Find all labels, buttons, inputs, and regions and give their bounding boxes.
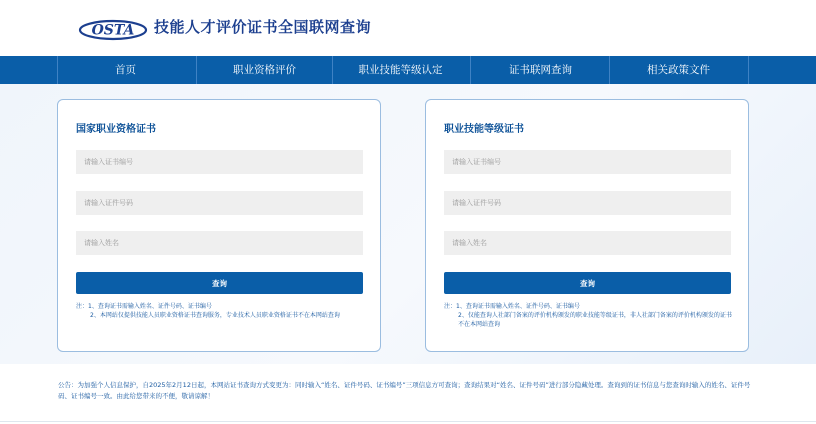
certificate-number-input[interactable] — [76, 150, 363, 174]
osta-logo-icon — [78, 17, 148, 41]
nav-item-certificate-query[interactable]: 证书联网查询 — [509, 64, 572, 76]
nav-item-policy-documents[interactable]: 相关政策文件 — [647, 64, 710, 76]
announcement-text: 公告：为加强个人信息保护，自2025年2月12日起，本网站证书查询方式变更为：同时输入“姓名、证件号码、证书编号”三项信息方可查询；查询结果对“姓名、证件号码”进行部分隐藏处理。查询到的证书信息与您查询时输入的姓名、证件号码、证书编号一致。由此给您带来的不便，敬请谅解！ — [58, 381, 751, 400]
site-header — [0, 0, 816, 56]
query-button[interactable]: 查询 — [76, 272, 363, 294]
query-button[interactable]: 查询 — [444, 272, 731, 294]
nav-item-qualification-evaluation[interactable]: 职业资格评价 — [233, 64, 296, 76]
nav-divider — [196, 56, 197, 84]
nav-item-skill-level-certification[interactable]: 职业技能等级认定 — [358, 64, 443, 76]
note-line: 2、仅能查询人社部门备案的评价机构颁发的职业技能等级证书，非人社部门备案的评价机构颁发的证书不在本网站查询 — [458, 312, 732, 328]
id-number-input[interactable] — [76, 191, 363, 215]
card-title: 国家职业资格证书 — [76, 124, 156, 135]
note-line: 注：1、查询证书需输入姓名、证件号码、证书编号 — [444, 303, 580, 310]
id-number-input[interactable] — [444, 191, 731, 215]
svg-text:OSTA: OSTA — [91, 22, 135, 39]
card-title: 职业技能等级证书 — [444, 124, 524, 135]
nav-divider — [57, 56, 58, 84]
note-line: 2、本网站仅提供技能人员职业资格证书查询服务，专业技术人员职业资格证书不在本网站查询 — [90, 312, 340, 319]
footer-divider — [0, 421, 816, 422]
name-input[interactable] — [76, 231, 363, 255]
note-line: 注：1、查询证书需输入姓名、证件号码、证书编号 — [76, 303, 212, 310]
main-nav — [0, 56, 816, 84]
nav-divider — [748, 56, 749, 84]
card-notes — [444, 302, 736, 329]
nav-item-home[interactable]: 首页 — [115, 64, 136, 76]
national-qualification-card — [57, 99, 381, 352]
nav-divider — [470, 56, 471, 84]
name-input[interactable] — [444, 231, 731, 255]
certificate-number-input[interactable] — [444, 150, 731, 174]
skill-level-card — [425, 99, 749, 352]
nav-divider — [609, 56, 610, 84]
nav-divider — [332, 56, 333, 84]
card-notes — [76, 302, 368, 320]
site-title: 技能人才评价证书全国联网查询 — [154, 18, 372, 36]
